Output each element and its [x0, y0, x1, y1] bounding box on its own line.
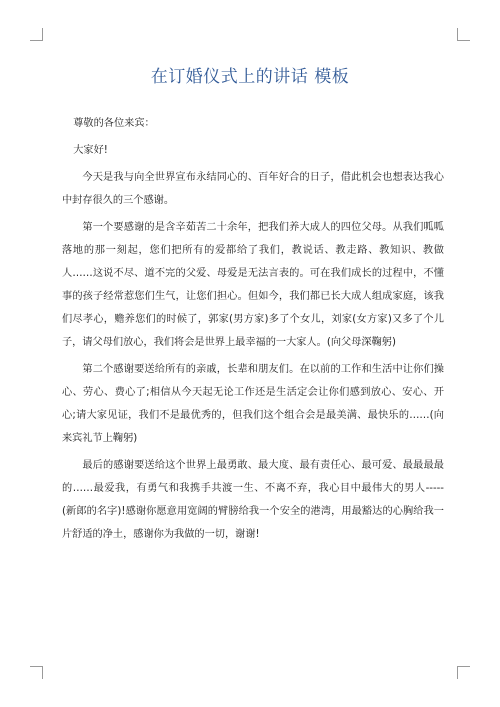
paragraph-intro: 今天是我与向全世界宣布永结同心的、百年好合的日子，借此机会也想表达我心中封存很久的三个感谢。 — [62, 172, 444, 206]
page-corner-mark-bottom-right — [457, 666, 470, 679]
greeting: 大家好! — [73, 145, 108, 156]
paragraph-thanks-relatives: 第二个感谢要送给所有的亲戚，长辈和朋友们。在以前的工作和生活中让你们操心、劳心、费心了;相信从今天起无论工作还是生活定会让你们感到放心、安心、开心;请大家见证，我们不是最优秀的，但我们这个组合会是最美满、最快乐的……(向来宾礼节上鞠躬) — [62, 364, 444, 444]
page-corner-mark-top-right — [457, 28, 470, 41]
document-title: 在订婚仪式上的讲话 模板 — [150, 67, 350, 87]
document-body — [62, 112, 444, 550]
paragraph-thanks-parents: 第一个要感谢的是含辛茹苦二十余年，把我们养大成人的四位父母。从我们呱呱落地的那一刻起，您们把所有的爱都给了我们，教说话、教走路、教知识、教做人……这说不尽、道不完的父爱、母爱是无法言表的。可在我们成长的过程中，不懂事的孩子经常惹您们生气，让您们担心。但如今，我们都已长大成人组成家庭，该我们尽孝心，赡养您们的时候了，郭家(男方家)多了个女儿，刘家(女方家)又多了个儿子，请父母们放心，我们将会是世界上最幸福的一大家人。(向父母深鞠躬) — [62, 222, 444, 348]
salutation: 尊敬的各位来宾： — [73, 118, 155, 129]
page-corner-mark-top-left — [30, 28, 43, 41]
paragraph-thanks-groom: 最后的感谢要送给这个世界上最勇敢、最大度、最有责任心、最可爱、最最最最的……最爱我，有勇气和我携手共渡一生、不离不弃，我心目中最伟大的男人----- (新郎的名字)!感谢你愿意用宽阔的臂膀给我一个安全的港湾，用最豁达的心胸给我一片舒适的净土，感谢你为我做的一切，谢谢! — [62, 460, 444, 540]
page-corner-mark-bottom-left — [30, 666, 43, 679]
